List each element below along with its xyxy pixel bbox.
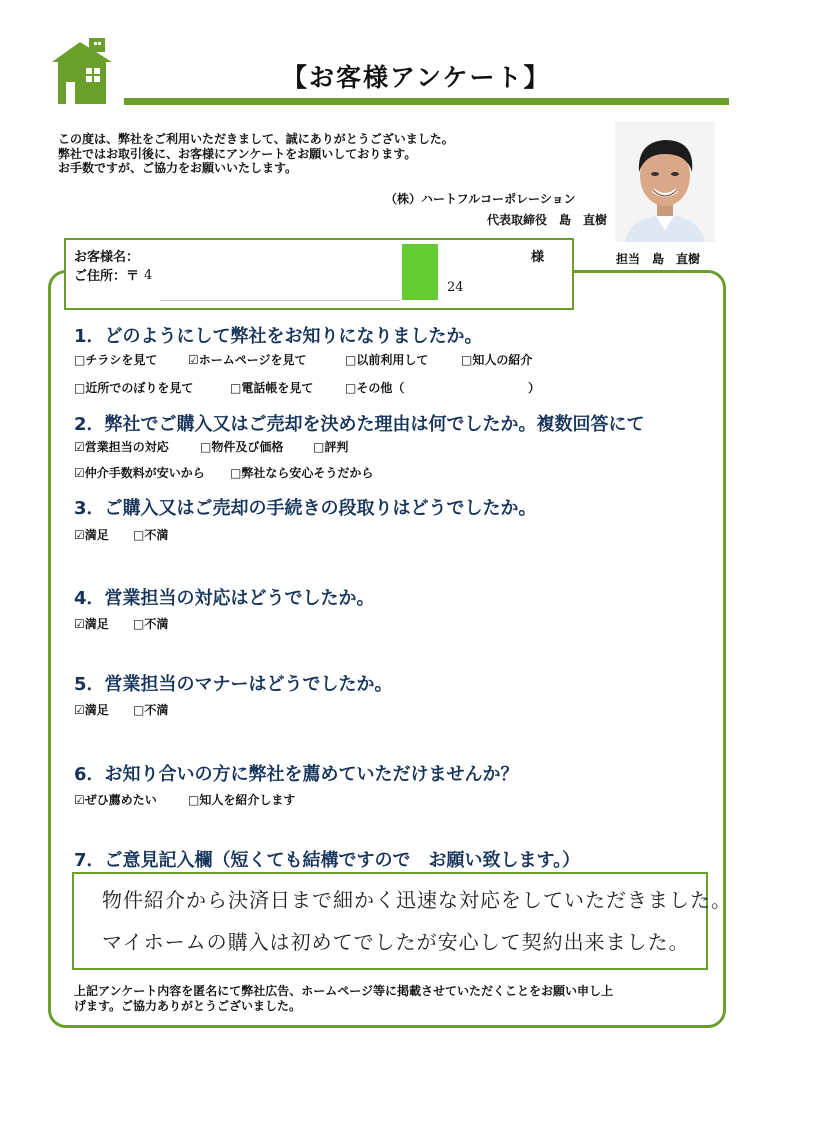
footer-note: 上記アンケート内容を匿名にて弊社広告、ホームページ等に掲載させていただくことをお願い申し上 げます。ご協力ありがとうございました。 [74,984,614,1013]
house-logo-icon [52,36,122,106]
q2-option-sales[interactable]: ☑営業担当の対応 [74,440,169,454]
q1-option-other-close: ） [528,381,541,395]
comment-line-1: 物件紹介から決済日まで細かく迅速な対応をしていただきました。 [102,888,732,912]
honorific-label: 様 [531,250,545,265]
question-2-label: 2．弊社でご購入又はご売却を決めた理由は何でしたか。複数回答にて [74,414,645,435]
question-4-label: 4．営業担当の対応はどうでしたか。 [74,588,375,609]
q2-option-fee[interactable]: ☑仲介手数料が安いから [74,466,205,480]
q3-option-satisfied[interactable]: ☑満足 [74,528,109,542]
q6-option-recommend[interactable]: ☑ぜひ薦めたい [74,793,157,807]
q5-option-satisfied[interactable]: ☑満足 [74,703,109,717]
q1-option-flyer[interactable]: □チラシを見て [74,353,158,367]
q1-option-phonebook[interactable]: □電話帳を見て [230,381,314,395]
q1-option-homepage[interactable]: ☑ホームページを見て [188,353,307,367]
address-underline [160,300,400,301]
q2-option-price[interactable]: □物件及び価格 [200,440,284,454]
q3-option-unsatisfied[interactable]: □不満 [133,528,169,542]
customer-address-label: ご住所：〒 [74,269,140,284]
q1-option-other[interactable]: □その他（ [345,381,405,395]
q1-option-referral[interactable]: □知人の紹介 [461,353,533,367]
question-3-label: 3．ご購入又はご売却の手続きの段取りはどうでしたか。 [74,498,537,519]
title-divider [124,98,729,105]
q5-option-unsatisfied[interactable]: □不満 [133,703,169,717]
comment-line-2: マイホームの購入は初めてでしたが安心して契約出来ました。 [102,930,690,954]
staff-name: 担当 島 直樹 [616,252,701,266]
ceo-name: 代表取締役 島 直樹 [487,213,608,227]
q1-option-previous[interactable]: □以前利用して [345,353,429,367]
q6-option-introduce[interactable]: □知人を紹介します [188,793,296,807]
customer-name-label: お客様名： [74,250,140,265]
q1-option-banner[interactable]: □近所でのぼりを見て [74,381,194,395]
question-7-label: 7．ご意見記入欄（短くても結構ですので お願い致します。） [74,850,581,871]
question-1-label: 1．どのようにして弊社をお知りになりましたか。 [74,326,483,347]
question-5-label: 5．営業担当のマナーはどうでしたか。 [74,674,393,695]
page-title: 【お客様アンケート】 [282,63,551,92]
q2-option-reputation[interactable]: □評判 [313,440,349,454]
redaction-block [402,244,438,300]
staff-photo [615,122,715,242]
q4-option-satisfied[interactable]: ☑満足 [74,617,109,631]
intro-text: この度は、弊社をご利用いただきまして、誠にありがとうございました。 弊社ではお取引後に、お客様にアンケートをお願いしております。 お手数ですが、ご協力をお願いいたします。 [58,132,454,175]
address-handwriting-end: 24 [447,280,464,295]
q2-option-trust[interactable]: □弊社なら安心そうだから [230,466,374,480]
address-handwriting-start: 4 [144,268,153,283]
company-name: （株）ハートフルコーポレーション [385,192,576,206]
q4-option-unsatisfied[interactable]: □不満 [133,617,169,631]
question-6-label: 6．お知り合いの方に弊社を薦めていただけませんか？ [74,764,519,785]
